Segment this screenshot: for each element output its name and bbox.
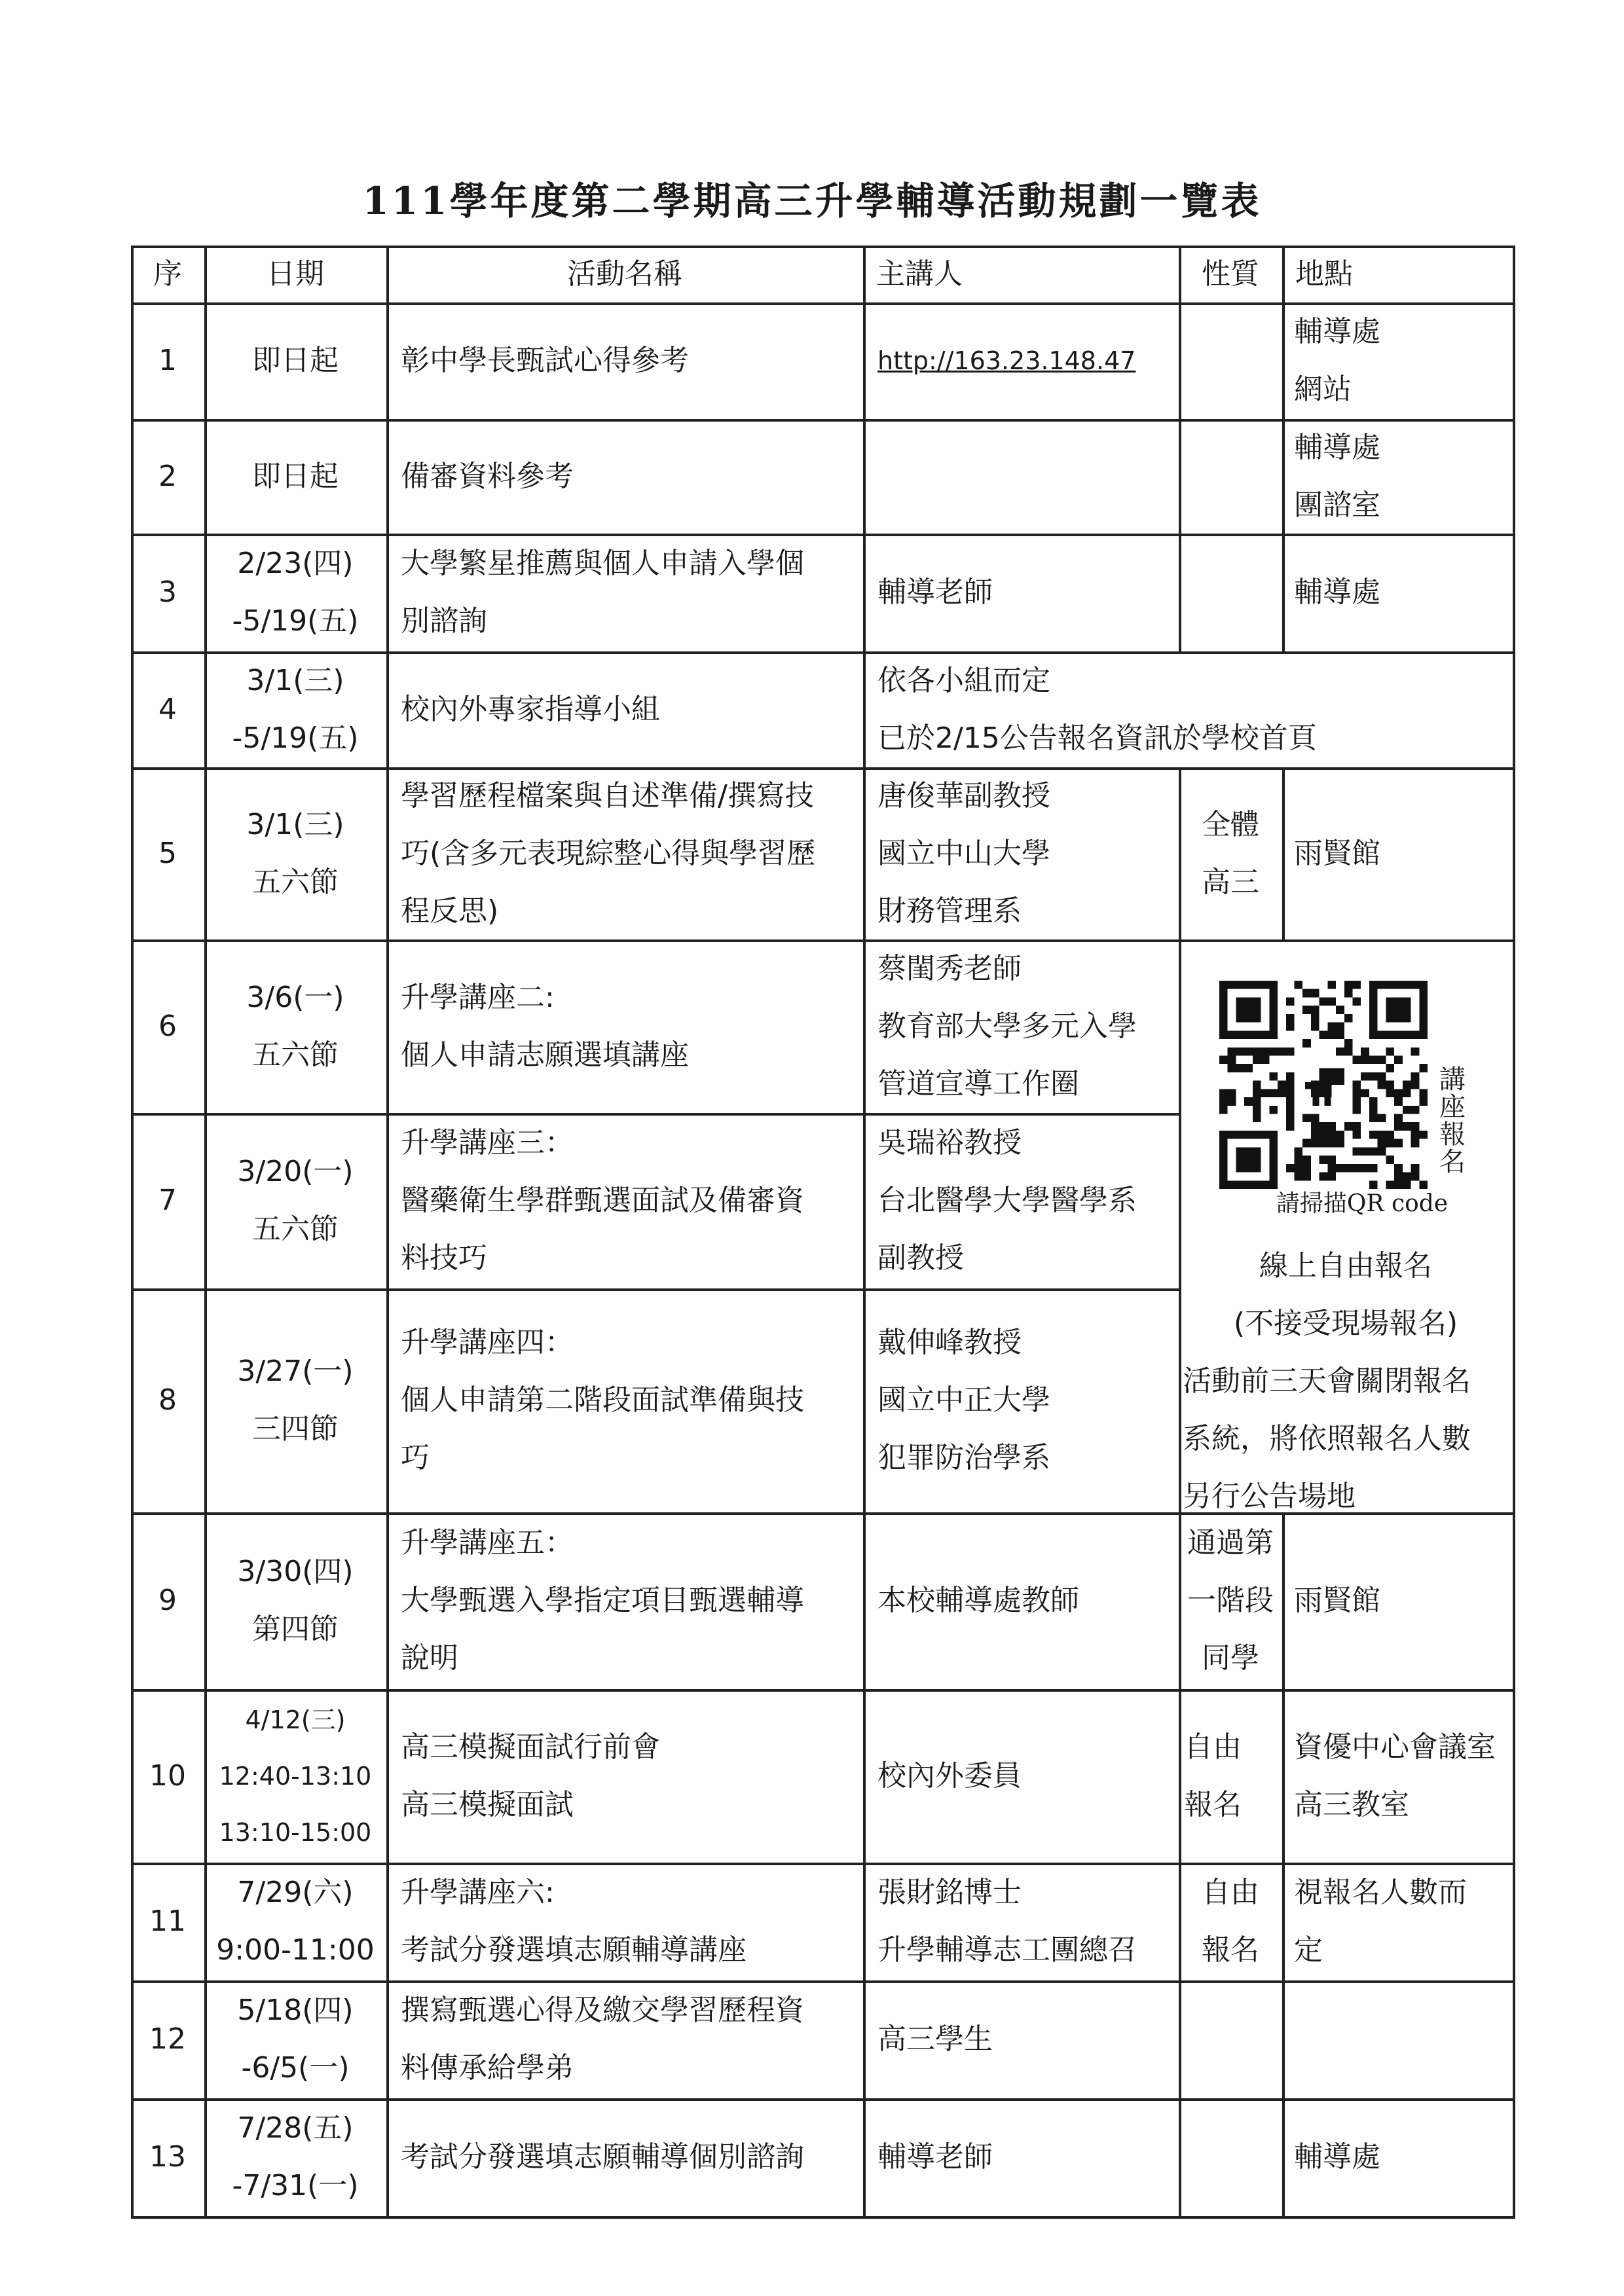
row-6-seq-line: 6 (158, 1009, 177, 1043)
row-12-seq (138, 1980, 198, 2098)
row-10-nature-line: 報名 (1184, 1787, 1242, 1821)
row-13-seq (138, 2098, 198, 2216)
row-11-date-line: 7/29(六) (237, 1876, 354, 1909)
row-4-speaker (877, 651, 1498, 767)
row-6-speaker-line: 蔡閨秀老師 (877, 951, 1022, 985)
row-5-speaker-line: 國立中山大學 (877, 836, 1050, 870)
column-rule (386, 534, 389, 651)
row-2-activity (401, 419, 849, 534)
row-13-place (1294, 2098, 1501, 2216)
row-4-date-line: -5/19(五) (232, 721, 359, 755)
column-rule (1179, 246, 1181, 302)
column-rule (1179, 939, 1181, 1113)
registration-note-line: 系統，將依照報名人數 (1183, 1422, 1471, 1455)
row-8-date-line: 三四節 (252, 1412, 339, 1446)
column-rule (386, 1512, 389, 1689)
row-8-activity-line: 升學講座四： (401, 1326, 574, 1359)
row-13-seq-line: 13 (149, 2140, 186, 2174)
row-8-activity-line: 巧 (401, 1441, 430, 1474)
row-9-nature-line: 同學 (1202, 1641, 1259, 1675)
row-6-activity (401, 939, 849, 1113)
row-9-nature-line: 一階段 (1187, 1584, 1274, 1617)
column-rule (1282, 1980, 1285, 2098)
row-5-seq (138, 767, 198, 939)
row-7-speaker-line: 吳瑞裕教授 (877, 1126, 1022, 1159)
column-rule (386, 767, 389, 939)
row-9-activity (401, 1512, 849, 1689)
row-4-date-line: 3/1(三) (246, 663, 344, 697)
row-10-date-line: 12:40-13:10 (219, 1761, 372, 1791)
column-rule (863, 1689, 866, 1863)
row-2-speaker (877, 419, 1164, 534)
row-2-seq-line: 2 (158, 459, 177, 493)
row-13-activity-line: 考試分發選填志願輔導個別諮詢 (401, 2140, 804, 2174)
row-3-speaker (877, 534, 1164, 651)
row-5-date (211, 767, 380, 939)
row-1-place-line: 網站 (1294, 373, 1352, 406)
row-6-activity-line: 個人申請志願選填講座 (401, 1038, 689, 1072)
row-3-nature (1184, 534, 1277, 651)
row-7-speaker-line: 副教授 (877, 1241, 964, 1275)
row-8-activity-line: 個人申請第二階段面試準備與技 (401, 1383, 804, 1417)
row-11-nature-line: 自由 (1202, 1876, 1259, 1909)
row-12-speaker-line: 高三學生 (877, 2022, 993, 2056)
row-5-nature-line: 高三 (1202, 865, 1259, 899)
row-6-activity-line: 升學講座二: (401, 980, 555, 1014)
row-7-activity-line: 升學講座三： (401, 1126, 574, 1159)
row-10-place (1294, 1689, 1501, 1863)
column-rule (386, 1288, 389, 1512)
row-11-speaker-line: 張財銘博士 (877, 1876, 1022, 1909)
row-10-activity (401, 1689, 849, 1863)
row-10-seq (138, 1689, 198, 1863)
row-7-date-line: 3/20(一) (237, 1155, 354, 1188)
row-9-activity-line: 說明 (401, 1641, 458, 1675)
column-rule (204, 1113, 207, 1288)
row-11-place-line: 定 (1294, 1933, 1323, 1967)
row-5-speaker-line: 財務管理系 (877, 894, 1022, 928)
column-rule (1179, 534, 1181, 651)
registration-note-line: (不接受現場報名) (1233, 1307, 1458, 1340)
row-1-speaker-line: http://163.23.148.47 (877, 346, 1136, 375)
row-13-date-line: 7/28(五) (237, 2111, 354, 2145)
column-rule (386, 419, 389, 534)
row-2-place (1294, 419, 1501, 534)
row-1-seq-line: 1 (158, 344, 177, 377)
row-12-date-line: 5/18(四) (237, 1994, 354, 2027)
column-rule (863, 534, 866, 651)
row-10-seq-line: 10 (149, 1758, 186, 1793)
row-8-speaker-line: 犯罪防治學系 (877, 1441, 1050, 1474)
row-9-place (1294, 1512, 1501, 1689)
row-2-nature (1184, 419, 1277, 534)
row-1-activity (401, 302, 849, 419)
row-10-place-line: 高三教室 (1294, 1787, 1409, 1821)
row-5-date-line: 3/1(三) (246, 807, 344, 841)
row-3-activity-line: 別諮詢 (401, 604, 487, 638)
row-6-seq (138, 939, 198, 1113)
column-rule (863, 651, 866, 767)
header-name: 活動名稱 (567, 257, 682, 291)
row-9-date-line: 3/30(四) (237, 1555, 354, 1588)
row-1-speaker (877, 302, 1164, 419)
row-10-speaker-line: 校內外委員 (877, 1758, 1022, 1793)
row-5-activity-line: 巧(含多元表現綜整心得與學習歷 (401, 836, 816, 870)
row-13-date (211, 2098, 380, 2216)
column-rule (863, 1863, 866, 1980)
row-9-date-line: 第四節 (252, 1613, 339, 1646)
row-10-speaker (877, 1689, 1164, 1863)
row-13-activity (401, 2098, 849, 2216)
row-12-activity (401, 1980, 849, 2098)
column-rule (204, 767, 207, 939)
row-11-date (211, 1863, 380, 1980)
row-10-nature (1184, 1689, 1277, 1863)
header-nature: 性質 (1202, 257, 1259, 291)
row-5-nature-line: 全體 (1202, 807, 1259, 841)
row-1-activity-line: 彰中學長甄試心得參考 (401, 344, 689, 377)
row-3-activity (401, 534, 849, 651)
row-1-place-line: 輔導處 (1294, 315, 1380, 348)
row-4-speaker-line: 已於2/15公告報名資訊於學校首頁 (877, 721, 1317, 755)
row-9-speaker-line: 本校輔導處教師 (877, 1584, 1079, 1617)
column-rule (863, 1113, 866, 1288)
header-speaker: 主講人 (876, 257, 963, 291)
row-7-seq (138, 1113, 198, 1288)
column-rule (386, 246, 389, 302)
row-9-activity-line: 大學甄選入學指定項目甄選輔導 (401, 1584, 804, 1617)
row-1-seq (138, 302, 198, 419)
row-9-date (211, 1512, 380, 1689)
row-9-activity-line: 升學講座五： (401, 1526, 574, 1559)
qr-side-label-char: 名 (1439, 1147, 1466, 1177)
header-place: 地點 (1295, 257, 1353, 291)
row-11-place (1294, 1863, 1501, 1980)
row-3-activity-line: 大學繁星推薦與個人申請入學個 (401, 547, 804, 580)
column-rule (386, 2098, 389, 2216)
row-1-nature (1184, 302, 1277, 419)
row-4-seq-line: 4 (158, 692, 177, 726)
row-2-activity-line: 備審資料參考 (401, 459, 574, 493)
row-12-nature (1184, 1980, 1277, 2098)
column-rule (1179, 1512, 1181, 1689)
column-rule (863, 1288, 866, 1512)
column-rule (1282, 246, 1285, 302)
row-2-date-line: 即日起 (252, 459, 339, 493)
row-9-seq (138, 1512, 198, 1689)
registration-note-line: 另行公告場地 (1183, 1480, 1356, 1513)
column-rule (204, 651, 207, 767)
row-1-date-line: 即日起 (252, 344, 339, 377)
column-rule (204, 1863, 207, 1980)
registration-note-line: 線上自由報名 (1259, 1249, 1432, 1283)
row-11-activity-line: 升學講座六: (401, 1876, 555, 1909)
column-rule (863, 1512, 866, 1689)
page-title: 111學年度第二學期高三升學輔導活動規劃一覽表 (362, 179, 1262, 223)
row-7-date-line: 五六節 (252, 1212, 339, 1246)
row-8-activity (401, 1288, 849, 1512)
row-11-place-line: 視報名人數而 (1294, 1876, 1467, 1909)
row-10-activity-line: 高三模擬面試行前會 (401, 1730, 660, 1764)
row-5-date-line: 五六節 (252, 865, 339, 899)
row-7-activity (401, 1113, 849, 1288)
row-3-date (211, 534, 380, 651)
row-12-speaker (877, 1980, 1164, 2098)
row-3-seq-line: 3 (158, 575, 177, 609)
row-2-date (211, 419, 380, 534)
row-10-place-line: 資優中心會議室 (1294, 1730, 1496, 1764)
column-rule (204, 302, 207, 419)
column-rule (386, 1863, 389, 1980)
row-10-date-line: 13:10-15:00 (219, 1817, 372, 1847)
row-3-date-line: -5/19(五) (232, 604, 359, 638)
column-rule (204, 534, 207, 651)
row-13-speaker-line: 輔導老師 (877, 2140, 993, 2174)
row-7-seq-line: 7 (158, 1184, 177, 1217)
row-12-date (211, 1980, 380, 2098)
row-6-date-line: 五六節 (252, 1038, 339, 1072)
row-5-place-line: 雨賢館 (1294, 836, 1380, 870)
column-rule (386, 1689, 389, 1863)
qr-code-icon (1219, 981, 1428, 1189)
column-rule (863, 302, 866, 419)
qr-side-label (1433, 1066, 1472, 1176)
row-12-seq-line: 12 (149, 2022, 186, 2056)
row-11-activity-line: 考試分發選填志願輔導講座 (401, 1933, 747, 1967)
column-rule (1282, 767, 1285, 939)
row-5-speaker (877, 767, 1164, 939)
row-8-date-line: 3/27(一) (237, 1355, 354, 1388)
row-6-date-line: 3/6(一) (246, 980, 344, 1014)
row-13-place-line: 輔導處 (1294, 2140, 1380, 2174)
row-7-speaker (877, 1113, 1164, 1288)
row-7-activity-line: 料技巧 (401, 1241, 487, 1275)
column-rule (1179, 2098, 1181, 2216)
column-rule (863, 767, 866, 939)
row-11-speaker (877, 1863, 1164, 1980)
column-rule (204, 1689, 207, 1863)
row-8-date (211, 1288, 380, 1512)
column-rule (1282, 419, 1285, 534)
row-3-seq (138, 534, 198, 651)
column-rule (386, 651, 389, 767)
column-rule (863, 246, 866, 302)
column-rule (863, 1980, 866, 2098)
row-6-date (211, 939, 380, 1113)
table-border-right (1513, 246, 1515, 2216)
column-rule (1282, 1512, 1285, 1689)
row-12-place (1294, 1980, 1501, 2098)
row-11-activity (401, 1863, 849, 1980)
column-rule (1282, 2098, 1285, 2216)
row-11-date-line: 9:00-11:00 (216, 1933, 375, 1967)
column-rule (204, 2098, 207, 2216)
row-6-speaker-line: 管道宣導工作圈 (877, 1066, 1079, 1101)
column-rule (204, 419, 207, 534)
row-5-activity (401, 767, 849, 939)
column-rule (863, 419, 866, 534)
row-5-place (1294, 767, 1501, 939)
row-8-speaker-line: 國立中正大學 (877, 1383, 1050, 1417)
column-rule (204, 1980, 207, 2098)
row-8-seq (138, 1288, 198, 1512)
column-rule (863, 2098, 866, 2216)
column-rule (386, 1113, 389, 1288)
row-11-nature (1184, 1863, 1277, 1980)
column-rule (386, 1980, 389, 2098)
row-2-place-line: 輔導處 (1294, 430, 1380, 464)
column-rule (1179, 1863, 1181, 1980)
header-date: 日期 (267, 257, 324, 291)
column-rule (1179, 1980, 1181, 2098)
column-rule (386, 939, 389, 1113)
row-7-speaker-line: 台北醫學大學醫學系 (877, 1184, 1137, 1217)
row-13-nature (1184, 2098, 1277, 2216)
row-10-date (211, 1689, 380, 1863)
table-border-bottom (131, 2216, 1515, 2219)
row-11-speaker-line: 升學輔導志工團總召 (877, 1933, 1137, 1967)
row-1-place (1294, 302, 1501, 419)
column-rule (863, 939, 866, 1113)
column-rule (1179, 767, 1181, 939)
row-4-activity (401, 651, 849, 767)
header-seq: 序 (153, 257, 182, 291)
column-rule (1179, 419, 1181, 534)
row-3-date-line: 2/23(四) (237, 547, 354, 580)
qr-side-label-char: 講 (1439, 1065, 1466, 1095)
row-10-activity-line: 高三模擬面試 (401, 1787, 574, 1821)
row-11-nature-line: 報名 (1202, 1933, 1259, 1967)
qr-caption: 請掃描QR code (1276, 1190, 1449, 1217)
row-7-activity-line: 醫藥衛生學群甄選面試及備審資 (401, 1184, 804, 1217)
row-8-speaker (877, 1288, 1164, 1512)
column-rule (204, 246, 207, 302)
row-12-date-line: -6/5(一) (241, 2051, 350, 2085)
row-4-speaker-line: 依各小組而定 (877, 663, 1050, 697)
row-9-place-line: 雨賢館 (1294, 1584, 1380, 1617)
row-5-nature (1184, 767, 1277, 939)
row-3-speaker-line: 輔導老師 (877, 575, 993, 609)
row-4-date (211, 651, 380, 767)
row-4-activity-line: 校內外專家指導小組 (401, 692, 660, 726)
row-7-date (211, 1113, 380, 1288)
column-rule (204, 1512, 207, 1689)
row-13-speaker (877, 2098, 1164, 2216)
row-9-nature-line: 通過第 (1187, 1526, 1274, 1559)
column-rule (1179, 1689, 1181, 1863)
row-12-activity-line: 撰寫甄選心得及繳交學習歷程資 (401, 1994, 804, 2027)
row-2-seq (138, 419, 198, 534)
row-8-seq-line: 8 (158, 1383, 177, 1417)
row-9-speaker (877, 1512, 1164, 1689)
row-3-place (1294, 534, 1501, 651)
table-border-left (131, 246, 134, 2216)
row-10-nature-line: 自由 (1184, 1730, 1242, 1764)
row-6-speaker-line: 教育部大學多元入學 (877, 1009, 1137, 1043)
column-rule (1282, 534, 1285, 651)
row-5-activity-line: 程反思) (401, 894, 499, 928)
row-3-place-line: 輔導處 (1294, 575, 1380, 609)
column-rule (1282, 1689, 1285, 1863)
column-rule (386, 302, 389, 419)
row-4-seq (138, 651, 198, 767)
row-11-seq-line: 11 (149, 1904, 186, 1938)
column-rule (204, 939, 207, 1113)
registration-note-line: 活動前三天會關閉報名 (1183, 1364, 1471, 1398)
row-9-nature (1184, 1512, 1277, 1689)
row-12-activity-line: 料傳承給學弟 (401, 2051, 574, 2085)
column-rule (1282, 302, 1285, 419)
column-rule (1282, 1863, 1285, 1980)
column-rule (1179, 302, 1181, 419)
qr-side-label-char: 報 (1439, 1120, 1466, 1150)
row-6-speaker (877, 939, 1164, 1113)
column-rule (204, 1288, 207, 1512)
row-8-speaker-line: 戴伸峰教授 (877, 1326, 1022, 1359)
row-2-place-line: 團諮室 (1294, 488, 1380, 522)
row-5-activity-line: 學習歷程檔案與自述準備/撰寫技 (401, 778, 814, 812)
row-9-seq-line: 9 (158, 1584, 177, 1617)
row-13-date-line: -7/31(一) (232, 2169, 359, 2202)
row-11-seq (138, 1863, 198, 1980)
row-10-date-line: 4/12(三) (245, 1705, 346, 1734)
row-5-speaker-line: 唐俊華副教授 (877, 778, 1050, 812)
row-1-date (211, 302, 380, 419)
row-5-seq-line: 5 (158, 836, 177, 870)
qr-side-label-char: 座 (1439, 1092, 1466, 1122)
registration-notes (1179, 1237, 1513, 1525)
